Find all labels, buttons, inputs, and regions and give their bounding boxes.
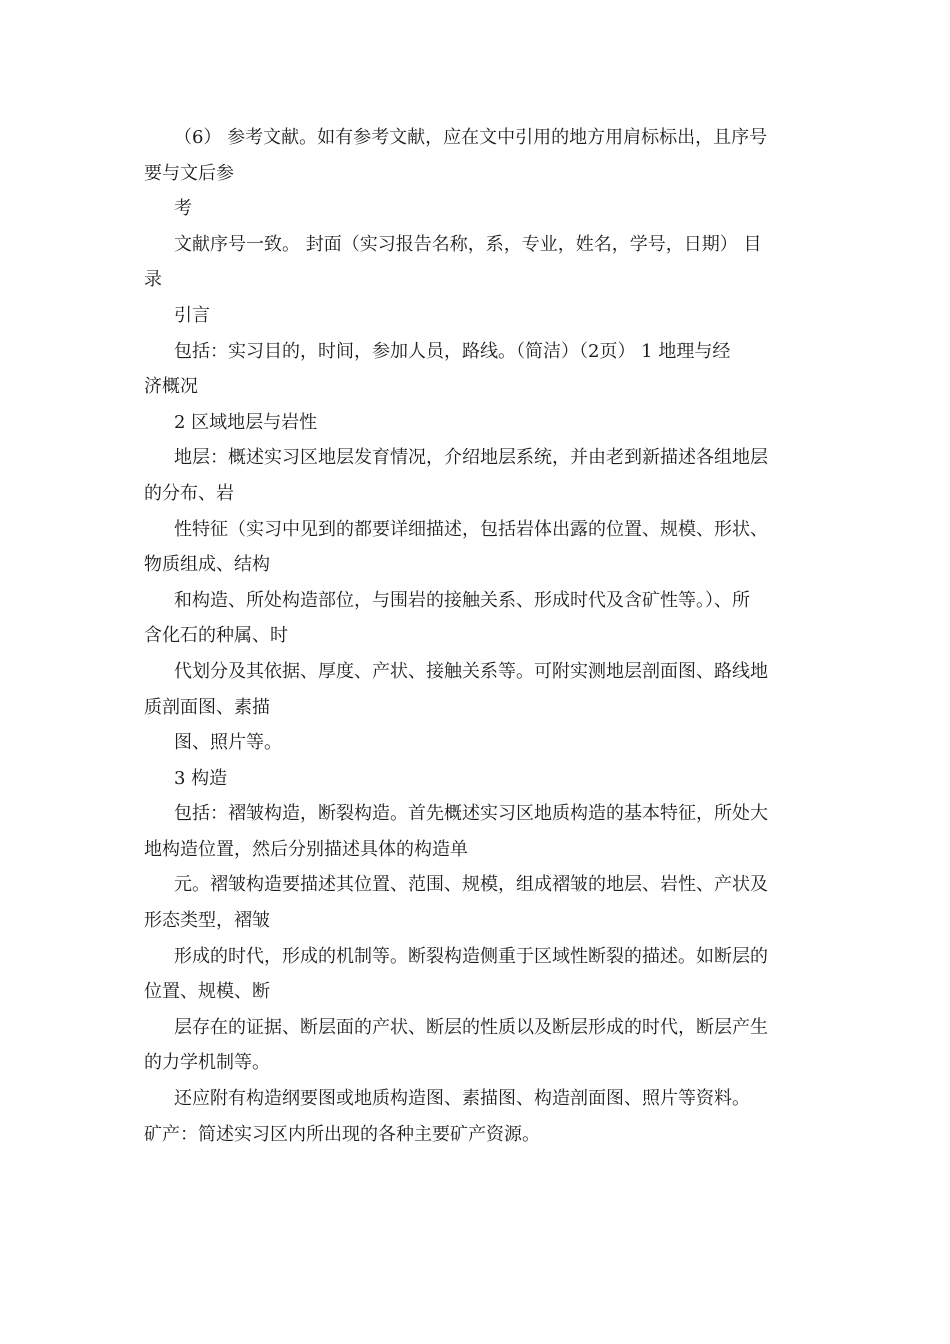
text-line: 引言 bbox=[174, 304, 210, 326]
text-line: 2 区域地层与岩性 bbox=[174, 411, 318, 433]
text-line: 包括：褶皱构造，断裂构造。首先概述实习区地质构造的基本特征，所处大 bbox=[174, 803, 768, 825]
text-line: （6） 参考文献。如有参考文献，应在文中引用的地方用肩标标出，且序号 bbox=[174, 127, 768, 148]
text-line: 的分布、岩 bbox=[144, 482, 234, 504]
text-line: 和构造、所处构造部位，与围岩的接触关系、形成时代及含矿性等。）、所 bbox=[174, 589, 750, 611]
text-line: 地层：概述实习区地层发育情况，介绍地层系统，并由老到新描述各组地层 bbox=[174, 447, 768, 469]
text-line: 形成的时代，形成的机制等。断裂构造侧重于区域性断裂的描述。如断层的 bbox=[174, 945, 768, 967]
text-line: 质剖面图、素描 bbox=[144, 696, 270, 718]
text-line: 的力学机制等。 bbox=[144, 1052, 270, 1074]
text-line: 文献序号一致。 封面（实习报告名称，系，专业，姓名，学号，日期） 目 bbox=[174, 233, 762, 255]
text-line: 元。褶皱构造要描述其位置、范围、规模，组成褶皱的地层、岩性、产状及 bbox=[174, 874, 768, 896]
text-line: 图、照片等。 bbox=[174, 732, 282, 754]
text-line: 济概况 bbox=[144, 376, 198, 398]
text-line: 形态类型，褶皱 bbox=[144, 910, 270, 932]
text-line: 录 bbox=[144, 269, 162, 291]
text-line: 性特征（实习中见到的都要详细描述，包括岩体出露的位置、规模、形状、 bbox=[174, 518, 768, 540]
text-line: 层存在的证据、断层面的产状、断层的性质以及断层形成的时代，断层产生 bbox=[174, 1016, 768, 1038]
text-line: 矿产：简述实习区内所出现的各种主要矿产资源。 bbox=[144, 1123, 540, 1145]
text-line: 包括：实习目的，时间，参加人员，路线。（简洁）（2页） 1 地理与经 bbox=[174, 340, 731, 362]
text-line: 代划分及其依据、厚度、产状、接触关系等。可附实测地层剖面图、路线地 bbox=[174, 660, 768, 682]
text-line: 地构造位置，然后分别描述具体的构造单 bbox=[144, 838, 468, 860]
text-line: 还应附有构造纲要图或地质构造图、素描图、构造剖面图、照片等资料。 bbox=[174, 1088, 750, 1110]
text-line: 物质组成、结构 bbox=[144, 554, 270, 576]
text-line: 要与文后参 bbox=[144, 162, 234, 184]
text-line: 3 构造 bbox=[174, 767, 228, 789]
document-body bbox=[144, 120, 808, 1152]
text-line: 考 bbox=[174, 198, 192, 220]
text-line: 含化石的种属、时 bbox=[144, 625, 288, 647]
text-line: 位置、规模、断 bbox=[144, 981, 270, 1003]
